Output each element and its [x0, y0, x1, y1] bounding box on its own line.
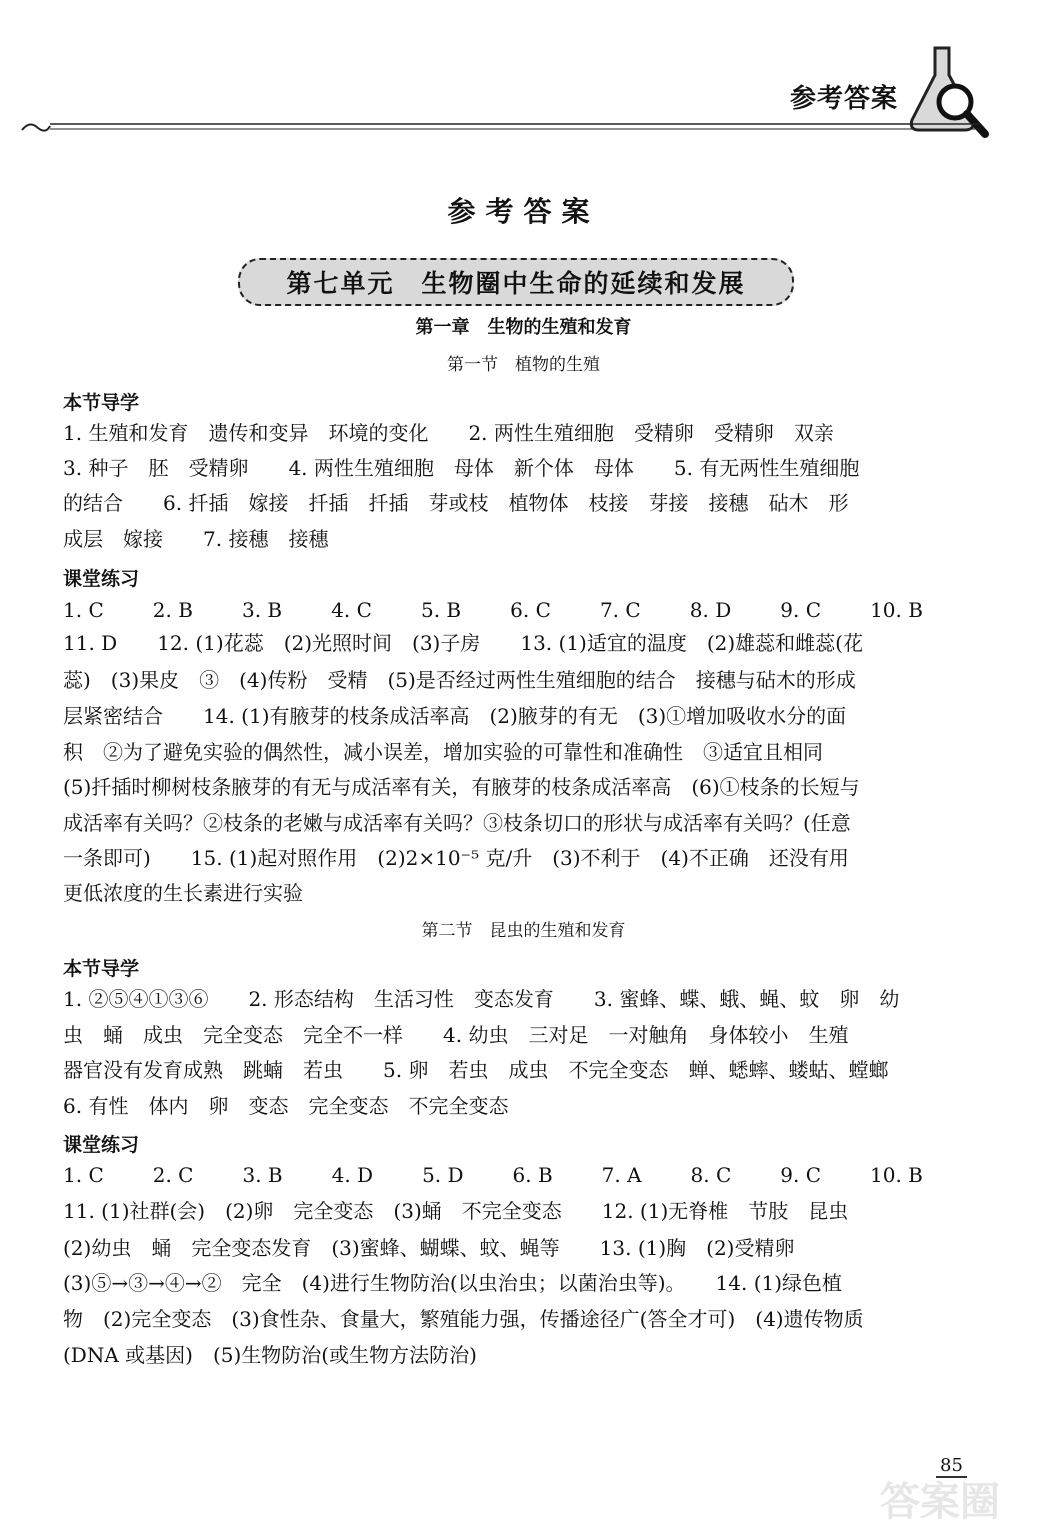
practice-line: (DNA 或基因) (5)生物防治(或生物方法防治)	[63, 1343, 477, 1367]
mc-answer: 10. B	[870, 1163, 923, 1187]
header-rule	[20, 120, 980, 134]
watermark: 答案圈	[880, 1479, 1000, 1525]
mc-answer: 9. C	[780, 1163, 822, 1187]
mc-answers	[63, 598, 923, 622]
guide-line: 器官没有发育成熟 跳蝻 若虫 5. 卵 若虫 成虫 不完全变态 蝉、蟋蟀、蝼蛄、螳螂	[63, 1058, 889, 1082]
guide-line: 1. ②⑤④①③⑥ 2. 形态结构 生活习性 变态发育 3. 蜜蜂、蝶、蛾、蝇、蚊 卵 幼	[63, 987, 900, 1011]
practice-heading: 课堂练习	[63, 568, 140, 590]
chapter-title: 第一章 生物的生殖和发育	[415, 317, 632, 338]
mc-answer: 2. B	[152, 598, 193, 622]
practice-line: 层紧密结合 14. (1)有腋芽的枝条成活率高 (2)腋芽的有无 (3)①增加吸收水分的面	[63, 704, 847, 728]
mc-answer: 1. C	[63, 598, 104, 622]
mc-answer: 5. D	[422, 1163, 464, 1187]
header-label: 参考答案	[790, 84, 899, 114]
unit-banner: 第七单元 生物圈中生命的延续和发展	[238, 258, 794, 306]
page-number: 85	[936, 1455, 967, 1478]
guide-heading: 本节导学	[63, 392, 140, 414]
mc-answer: 2. C	[152, 1163, 194, 1187]
practice-line: 更低浓度的生长素进行实验	[63, 881, 303, 905]
mc-answer: 3. B	[241, 598, 283, 622]
guide-line: 的结合 6. 扦插 嫁接 扦插 扦插 芽或枝 植物体 枝接 芽接 接穗 砧木 形	[63, 491, 849, 515]
mc-answer: 8. D	[689, 598, 732, 622]
practice-line: 成活率有关吗？②枝条的老嫩与成活率有关吗？③枝条切口的形状与成活率有关吗？(任意	[63, 811, 851, 835]
practice-line: (2)幼虫 蛹 完全变态发育 (3)蜜蜂、蝴蝶、蚊、蝇等 13. (1)胸 (2)受精卵	[63, 1236, 795, 1260]
practice-heading: 课堂练习	[63, 1134, 140, 1156]
mc-answer: 7. A	[601, 1163, 642, 1187]
guide-line: 3. 种子 胚 受精卵 4. 两性生殖细胞 母体 新个体 母体 5. 有无两性生殖细胞	[63, 456, 860, 480]
mc-answer: 3. B	[242, 1163, 283, 1187]
section-title: 第二节 昆虫的生殖和发育	[421, 921, 626, 941]
mc-answer: 1. C	[63, 1163, 104, 1187]
practice-line: 一条即可) 15. (1)起对照作用 (2)2×10⁻⁵ 克/升 (3)不利于 (4)不正确 还没有用	[63, 846, 849, 870]
mc-answer: 7. C	[599, 598, 641, 622]
mc-answer: 9. C	[780, 598, 822, 622]
guide-line: 虫 蛹 成虫 完全变态 完全不一样 4. 幼虫 三对足 一对触角 身体较小 生殖	[63, 1023, 849, 1047]
practice-line: (3)⑤→③→④→② 完全 (4)进行生物防治(以虫治虫；以菌治虫等)。 14. (1)绿色植	[63, 1271, 843, 1295]
guide-heading: 本节导学	[63, 958, 140, 980]
practice-line: 11. D 12. (1)花蕊 (2)光照时间 (3)子房 13. (1)适宜的温度 (2)雄蕊和雌蕊(花	[63, 631, 863, 655]
guide-line: 6. 有性 体内 卵 变态 完全变态 不完全变态	[63, 1094, 509, 1118]
practice-line: 蕊) (3)果皮 ③ (4)传粉 受精 (5)是否经过两性生殖细胞的结合 接穗与砧木的形成	[63, 668, 856, 692]
practice-line: 积 ②为了避免实验的偶然性，减小误差，增加实验的可靠性和准确性 ③适宜且相同	[63, 740, 823, 764]
mc-answer: 4. C	[331, 598, 372, 622]
page-title: 参考答案	[447, 195, 600, 228]
mc-answer: 6. C	[510, 598, 551, 622]
guide-line: 成层 嫁接 7. 接穗 接穗	[63, 527, 329, 551]
mc-answer: 4. D	[331, 1163, 374, 1187]
mc-answer: 8. C	[690, 1163, 732, 1187]
mc-answer: 6. B	[512, 1163, 553, 1187]
practice-line: 物 (2)完全变态 (3)食性杂、食量大，繁殖能力强，传播途径广(答全才可) (4)遗传物质	[63, 1307, 864, 1331]
practice-line: (5)扦插时柳树枝条腋芽的有无与成活率有关，有腋芽的枝条成活率高 (6)①枝条的长短与	[63, 775, 860, 799]
section-title: 第一节 植物的生殖	[447, 355, 600, 375]
mc-answer: 10. B	[870, 598, 923, 622]
mc-answer: 5. B	[420, 598, 462, 622]
practice-line: 11. (1)社群(会) (2)卵 完全变态 (3)蛹 不完全变态 12. (1)无脊椎 节肢 昆虫	[63, 1199, 849, 1223]
mc-answers	[63, 1163, 923, 1187]
guide-line: 1. 生殖和发育 遗传和变异 环境的变化 2. 两性生殖细胞 受精卵 受精卵 双亲	[63, 421, 834, 445]
